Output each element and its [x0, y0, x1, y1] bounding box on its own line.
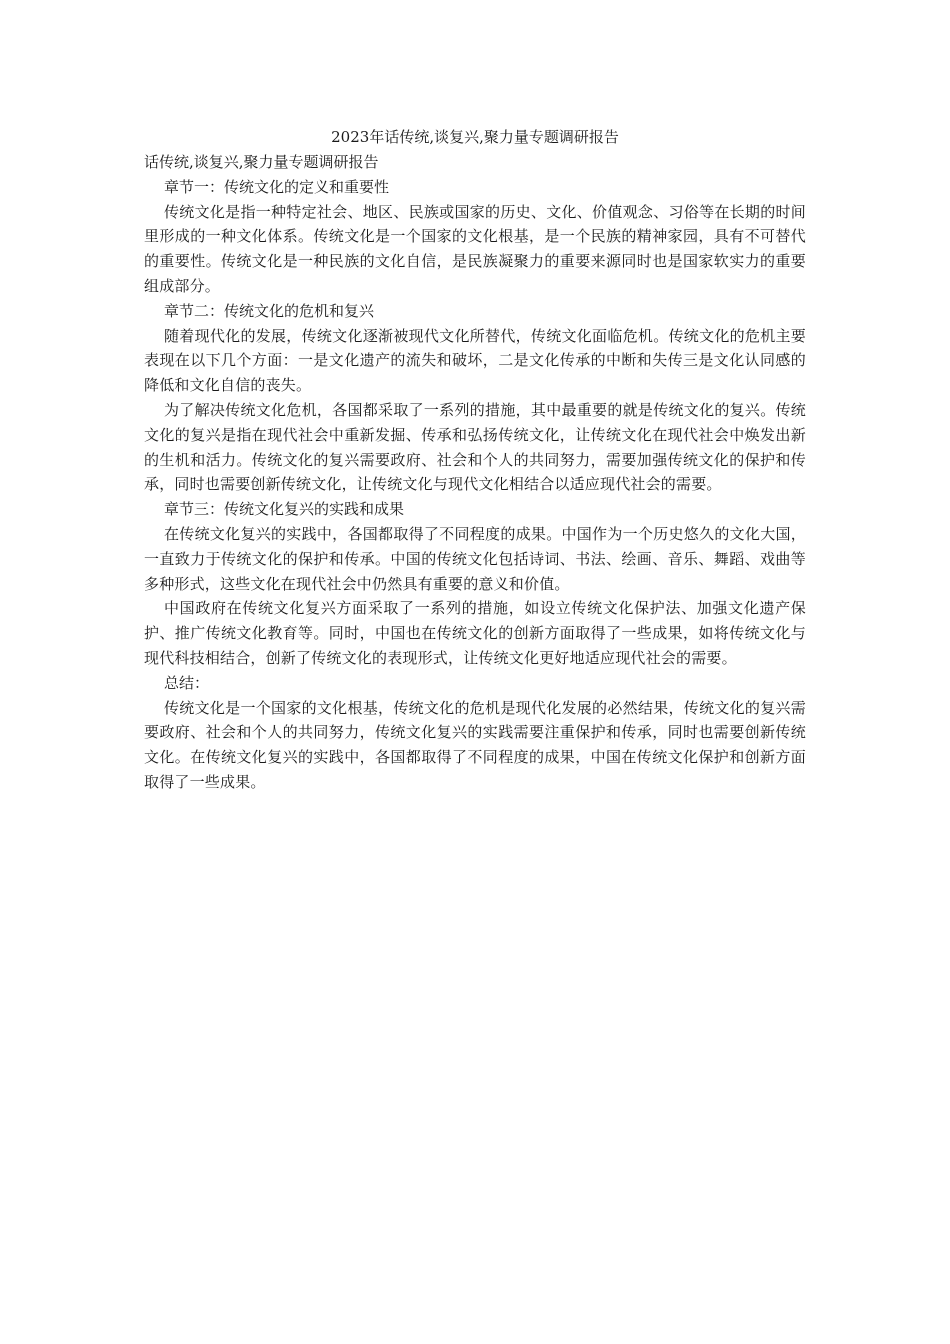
section-1-heading: 章节一：传统文化的定义和重要性 [164, 177, 390, 196]
document-title: 2023年话传统,谈复兴,聚力量专题调研报告 [331, 128, 619, 146]
section-2-paragraph-2: 为了解决传统文化危机，各国都采取了一系列的措施，其中最重要的就是传统文化的复兴。传统文化的复兴是指在现代社会中重新发掘、传承和弘扬传统文化，让传统文化在现代社会中焕发出新的生机和活力。传统文化的复兴需要政府、社会和个人的共同努力，需要加强传统文化的保护和传承，同时也需要创新传统文化，让传统文化与现代文化相结合以适应现代社会的需要。 [144, 400, 806, 494]
section-2-heading: 章节二：传统文化的危机和复兴 [164, 301, 375, 320]
summary-paragraph: 传统文化是一个国家的文化根基，传统文化的危机是现代化发展的必然结果，传统文化的复兴需要政府、社会和个人的共同努力，传统文化复兴的实践需要注重保护和传承，同时也需要创新传统文化。在传统文化复兴的实践中，各国都取得了不同程度的成果，中国在传统文化保护和创新方面取得了一些成果。 [144, 698, 806, 791]
summary-heading: 总结： [164, 673, 210, 692]
section-3-heading: 章节三：传统文化复兴的实践和成果 [164, 500, 405, 519]
section-3-paragraph-2: 中国政府在传统文化复兴方面采取了一系列的措施，如设立传统文化保护法、加强文化遗产保护、推广传统文化教育等。同时，中国也在传统文化的创新方面取得了一些成果，如将传统文化与现代科技相结合，创新了传统文化的表现形式，让传统文化更好地适应现代社会的需要。 [144, 599, 806, 667]
document-page [144, 124, 806, 795]
document-subtitle: 话传统,谈复兴,聚力量专题调研报告 [144, 153, 379, 171]
section-2-paragraph-1: 随着现代化的发展，传统文化逐渐被现代文化所替代，传统文化面临危机。传统文化的危机主要表现在以下几个方面：一是文化遗产的流失和破坏，二是文化传承的中断和失传三是文化认同感的降低和文化自信的丧失。 [144, 326, 806, 395]
section-1-paragraph-1: 传统文化是指一种特定社会、地区、民族或国家的历史、文化、价值观念、习俗等在长期的时间里形成的一种文化体系。传统文化是一个国家的文化根基，是一个民族的精神家园，具有不可替代的重要性。传统文化是一种民族的文化自信，是民族凝聚力的重要来源同时也是国家软实力的重要组成部分。 [144, 202, 806, 295]
section-3-paragraph-1: 在传统文化复兴的实践中，各国都取得了不同程度的成果。中国作为一个历史悠久的文化大国，一直致力于传统文化的保护和传承。中国的传统文化包括诗词、书法、绘画、音乐、舞蹈、戏曲等多种形式，这些文化在现代社会中仍然具有重要的意义和价值。 [144, 524, 806, 593]
